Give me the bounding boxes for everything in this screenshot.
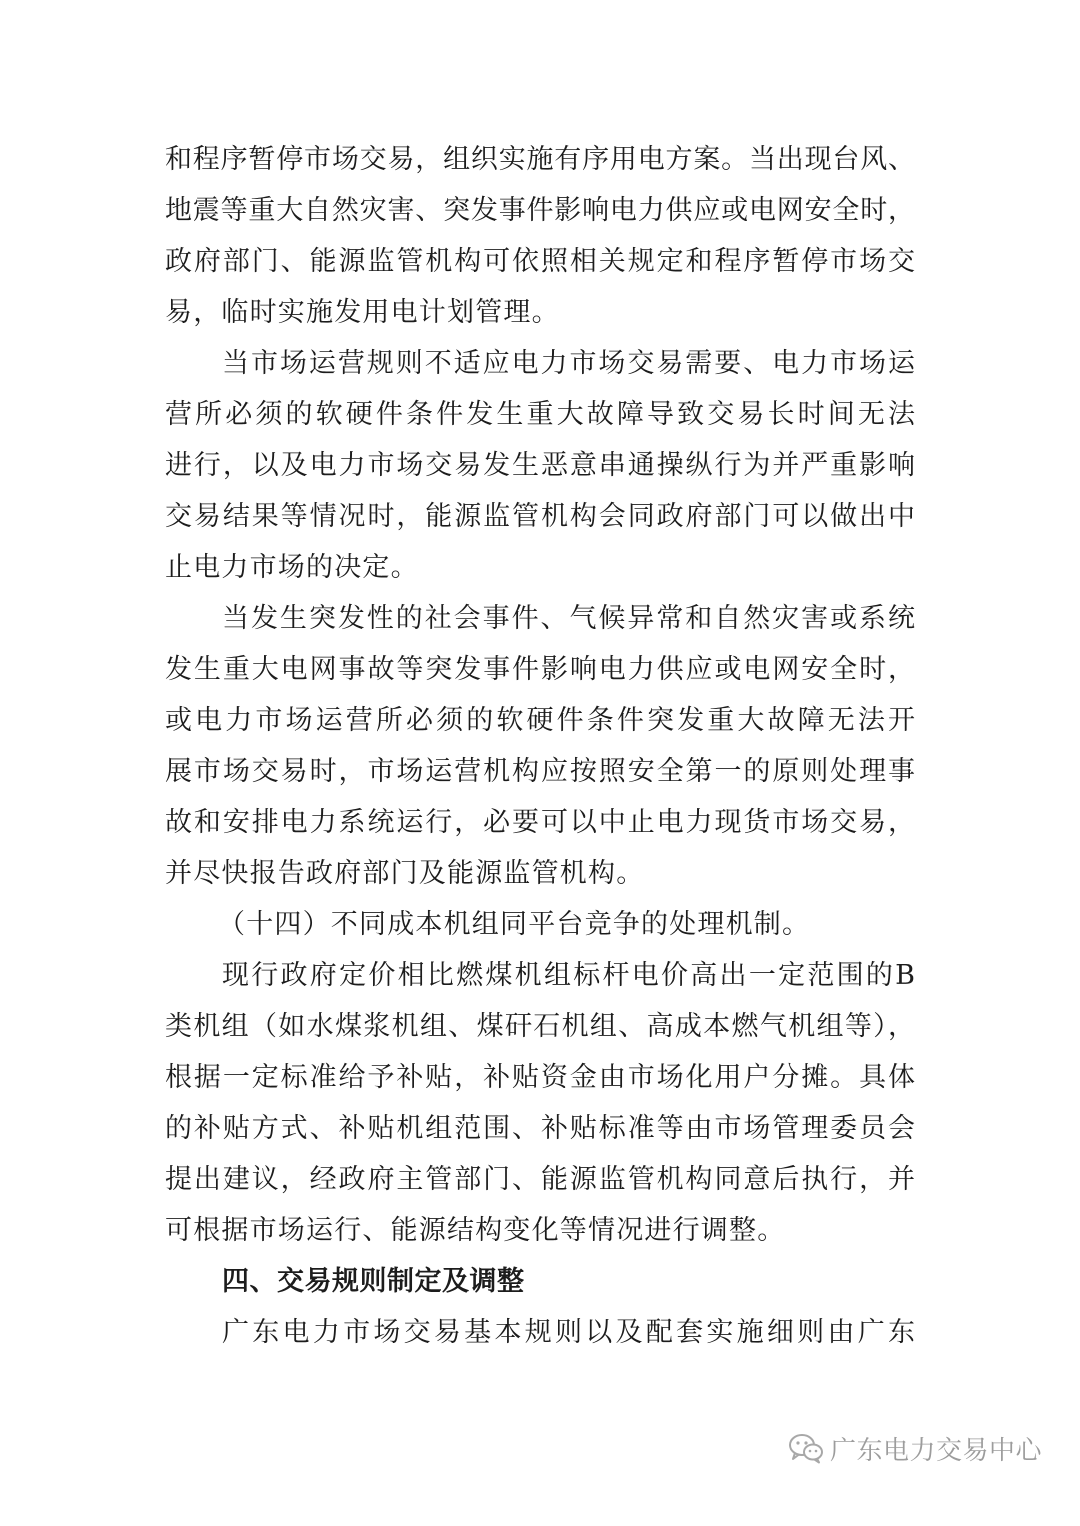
text-line: 易，临时实施发用电计划管理。 [165,297,560,328]
text-line: 现行政府定价相比燃煤机组标杆电价高出一定范围的B [222,960,915,991]
text-line: 可根据市场运行、能源结构变化等情况进行调整。 [165,1215,786,1246]
paragraph [165,338,915,593]
text-line: 类机组（如水煤浆机组、煤矸石机组、高成本燃气机组等）， [165,1011,915,1042]
text-line: 交易结果等情况时，能源监管机构会同政府部门可以做出中 [165,501,915,532]
text-line: 当发生突发性的社会事件、气候异常和自然灾害或系统 [222,603,915,634]
text-line: 营所必须的软硬件条件发生重大故障导致交易长时间无法 [165,399,915,430]
paragraph [165,134,915,338]
text-line: （十四）不同成本机组同平台竞争的处理机制。 [218,909,811,940]
text-line: 发生重大电网事故等突发事件影响电力供应或电网安全时， [165,654,915,685]
paragraph [165,1307,915,1358]
text-line: 止电力市场的决定。 [165,552,419,583]
text-line: 并尽快报告政府部门及能源监管机构。 [165,858,645,889]
text-line: 的补贴方式、补贴机组范围、补贴标准等由市场管理委员会 [165,1113,915,1144]
subsection-title [165,899,915,950]
text-line: 故和安排电力系统运行，必要可以中止电力现货市场交易， [165,807,915,838]
watermark [788,1428,1042,1468]
section-heading: 四、交易规则制定及调整 [222,1266,525,1297]
text-line: 地震等重大自然灾害、突发事件影响电力供应或电网安全时， [165,195,915,226]
document-body [165,134,915,1358]
text-line: 广东电力市场交易基本规则以及配套实施细则由广东 [222,1317,915,1348]
text-line: 和程序暂停市场交易，组织实施有序用电方案。当出现台风、 [165,144,915,175]
wechat-icon [788,1432,824,1464]
watermark-text: 广东电力交易中心 [830,1435,1043,1466]
text-line: 提出建议，经政府主管部门、能源监管机构同意后执行，并 [165,1164,915,1195]
text-line: 进行，以及电力市场交易发生恶意串通操纵行为并严重影响 [165,450,915,481]
paragraph [165,593,915,899]
text-line: 根据一定标准给予补贴，补贴资金由市场化用户分摊。具体 [165,1062,915,1093]
text-line: 当市场运营规则不适应电力市场交易需要、电力市场运 [222,348,915,379]
paragraph [165,950,915,1256]
text-line: 政府部门、能源监管机构可依照相关规定和程序暂停市场交 [165,246,915,277]
text-line: 或电力市场运营所必须的软硬件条件突发重大故障无法开 [165,705,915,736]
text-line: 展市场交易时，市场运营机构应按照安全第一的原则处理事 [165,756,915,787]
